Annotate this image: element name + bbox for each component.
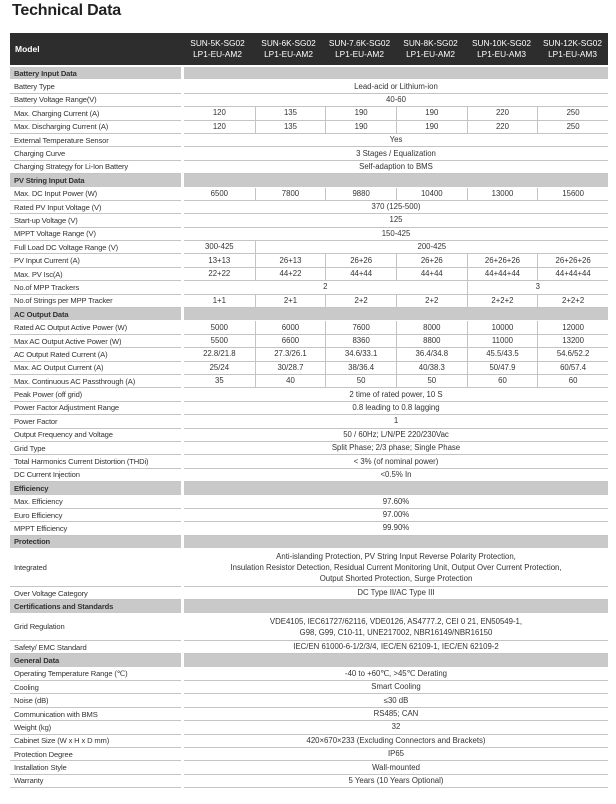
value-cell: 135: [255, 107, 326, 119]
value-cell: 2+1: [255, 295, 326, 307]
row-values: [184, 721, 608, 734]
value-text: VDE4105, IEC61727/62116, VDE0126, AS4777.2, CEI 0 21, EN50549-1, G98, G99, C10-11, UNE217002, NBR16149/NBR16150: [269, 616, 523, 637]
value-cell: 135: [255, 121, 326, 133]
table-row: [10, 348, 608, 361]
table-row: [10, 121, 608, 134]
row-values: [184, 469, 608, 482]
table-row: [10, 147, 608, 160]
value-cell: 36.4/34.8: [396, 348, 467, 360]
row-label: Max. PV Isc(A): [10, 268, 181, 281]
value-cell: < 3% (of nominal power): [353, 456, 439, 466]
value-cell: <0.5% In: [380, 469, 412, 479]
value-cell: 50 / 60Hz; L/N/PE 220/230Vac: [343, 429, 449, 439]
value-cell: 5000: [210, 322, 228, 332]
table-row: [10, 80, 608, 93]
value-cell: 12000: [537, 321, 608, 333]
table-row: [10, 107, 608, 120]
value-cell: 15600: [537, 188, 608, 200]
value-cell: 27.3/26.1: [255, 348, 326, 360]
row-values: [184, 214, 608, 227]
row-values: [184, 228, 608, 241]
table-row: [10, 549, 608, 587]
row-label: Battery Type: [10, 80, 181, 93]
row-values: [184, 295, 608, 308]
value-cell: 8000: [396, 321, 467, 333]
section-header-row: [10, 536, 608, 549]
value-cell: 120: [212, 121, 226, 131]
table-row: [10, 415, 608, 428]
value-cell: 190: [396, 121, 467, 133]
section-title: AC Output Data: [10, 308, 181, 321]
section-header-fill: [184, 654, 608, 667]
value-cell: 35: [214, 376, 224, 386]
table-row: [10, 455, 608, 468]
model-name-line: SUN-6K-SG02: [261, 38, 316, 48]
row-values: [184, 455, 608, 468]
row-label: Start-up Voltage (V): [10, 214, 181, 227]
row-label: Output Frequency and Voltage: [10, 429, 181, 442]
value-cell: 190: [396, 107, 467, 119]
table-row: [10, 429, 608, 442]
value-cell: 44+44+44: [467, 268, 538, 280]
row-label: PV Input Current (A): [10, 254, 181, 267]
value-cell: 54.6/52.2: [537, 348, 608, 360]
model-name-line: LP1-EU-AM3: [477, 49, 526, 59]
value-cell: 13000: [467, 188, 538, 200]
row-values: [184, 694, 608, 707]
table-row: [10, 614, 608, 641]
section-header-fill: [184, 482, 608, 495]
value-cell: DC Type II/AC Type III: [357, 588, 435, 598]
table-row: [10, 281, 608, 294]
model-name-line: SUN-7.6K-SG02: [328, 38, 391, 48]
row-label: External Temperature Sensor: [10, 134, 181, 147]
model-column-header: [537, 38, 608, 60]
row-values: [184, 587, 608, 600]
row-label: Power Factor: [10, 415, 181, 428]
row-values: [184, 735, 608, 748]
value-cell: Self-adaption to BMS: [359, 161, 433, 171]
row-label: Over Voltage Category: [10, 587, 181, 600]
value-cell: 60/57.4: [537, 362, 608, 374]
value-cell: 1: [393, 416, 399, 426]
section-header-row: [10, 600, 608, 613]
row-values: [184, 748, 608, 761]
value-cell: 2 time of rated power, 10 S: [349, 389, 443, 399]
row-values: [184, 522, 608, 535]
row-values: [184, 415, 608, 428]
section-title: General Data: [10, 654, 181, 667]
value-cell: 200-425: [255, 241, 608, 253]
table-row: [10, 761, 608, 774]
value-cell: 5 Years (10 Years Optional): [348, 775, 444, 785]
row-values: [184, 681, 608, 694]
section-title: Protection: [10, 536, 181, 549]
table-row: [10, 375, 608, 388]
row-values: [184, 107, 608, 120]
value-cell: 6600: [255, 335, 326, 347]
row-values: [184, 188, 608, 201]
table-row: [10, 402, 608, 415]
model-name-line: LP1-EU-AM2: [193, 49, 242, 59]
section-title: Certifications and Standards: [10, 600, 181, 613]
row-label: Grid Regulation: [10, 614, 181, 641]
value-cell: Wall-mounted: [372, 762, 420, 772]
value-cell: 8360: [325, 335, 396, 347]
row-values: [184, 362, 608, 375]
value-cell: 44+44+44: [537, 268, 608, 280]
value-cell: 6000: [255, 321, 326, 333]
value-cell: 2+2+2: [467, 295, 538, 307]
row-label: Battery Voltage Range(V): [10, 94, 181, 107]
table-row: [10, 668, 608, 681]
spec-table: [10, 67, 608, 788]
row-label: Total Harmonics Current Distortion (THDi): [10, 455, 181, 468]
row-values: [184, 509, 608, 522]
value-cell: 30/28.7: [255, 362, 326, 374]
value-cell: RS485; CAN: [373, 708, 419, 718]
value-cell: 22.8/21.8: [203, 349, 236, 359]
table-row: [10, 748, 608, 761]
table-row: [10, 388, 608, 401]
table-row: [10, 321, 608, 334]
row-values: [184, 348, 608, 361]
value-cell: 40: [255, 375, 326, 387]
value-cell: 22+22: [208, 269, 231, 279]
row-values: [184, 201, 608, 214]
table-row: [10, 134, 608, 147]
table-row: [10, 214, 608, 227]
section-header-fill: [184, 174, 608, 187]
value-cell: 13200: [537, 335, 608, 347]
row-label: Max. DC Input Power (W): [10, 188, 181, 201]
row-label: Grid Type: [10, 442, 181, 455]
table-row: [10, 735, 608, 748]
row-label: Communication with BMS: [10, 708, 181, 721]
row-values: [184, 134, 608, 147]
model-column-header: [466, 38, 537, 60]
value-cell: 7600: [325, 321, 396, 333]
row-values: [184, 268, 608, 281]
row-values: [184, 80, 608, 93]
section-title: PV String Input Data: [10, 174, 181, 187]
value-cell: 97.00%: [382, 510, 410, 520]
row-values: [184, 641, 608, 654]
row-label: No.of MPP Trackers: [10, 281, 181, 294]
value-cell: 11000: [467, 335, 538, 347]
row-values: [184, 375, 608, 388]
table-row: [10, 228, 608, 241]
value-cell: Lead-acid or Lithium-ion: [354, 81, 438, 91]
row-values: [184, 241, 608, 254]
table-row: [10, 509, 608, 522]
row-values: [184, 761, 608, 774]
value-cell: 8800: [396, 335, 467, 347]
value-cell: Split Phase; 2/3 phase; Single Phase: [331, 443, 461, 453]
value-cell: 300-425: [205, 242, 234, 252]
value-cell: 26+26: [396, 254, 467, 266]
section-header-fill: [184, 600, 608, 613]
model-name-line: SUN-8K-SG02: [403, 38, 458, 48]
value-cell: 60: [537, 375, 608, 387]
value-cell: 1+1: [212, 295, 226, 305]
table-row: [10, 94, 608, 107]
value-cell: 50/47.9: [467, 362, 538, 374]
value-cell: 38/36.4: [325, 362, 396, 374]
value-cell: 26+26+26: [537, 254, 608, 266]
section-header-row: [10, 174, 608, 187]
value-cell: Yes: [389, 135, 403, 145]
value-cell: 190: [325, 121, 396, 133]
row-values: [184, 614, 608, 641]
row-label: Max. Efficiency: [10, 496, 181, 509]
value-cell: [184, 549, 608, 586]
value-cell: 9880: [325, 188, 396, 200]
row-values: [184, 708, 608, 721]
table-row: [10, 254, 608, 267]
value-cell: 45.5/43.5: [467, 348, 538, 360]
value-cell: IEC/EN 61000-6-1/2/3/4, IEC/EN 62109-1, IEC/EN 62109-2: [293, 642, 499, 652]
value-cell: 2+2: [325, 295, 396, 307]
model-name-line: LP1-EU-AM2: [406, 49, 455, 59]
value-cell: Smart Cooling: [371, 682, 421, 692]
table-row: [10, 241, 608, 254]
row-label: Operating Temperature Range (℃): [10, 668, 181, 681]
section-title: Battery Input Data: [10, 67, 181, 80]
model-name-line: LP1-EU-AM2: [335, 49, 384, 59]
model-name-line: LP1-EU-AM3: [548, 49, 597, 59]
value-cell: 125: [389, 215, 403, 225]
value-cell: -40 to +60℃, >45℃ Derating: [344, 668, 448, 678]
model-column-header: [395, 38, 466, 60]
row-label: MPPT Voltage Range (V): [10, 228, 181, 241]
row-values: [184, 281, 608, 294]
row-values: [184, 496, 608, 509]
row-label: DC Current Injection: [10, 469, 181, 482]
value-cell: 250: [537, 107, 608, 119]
value-cell: 50: [396, 375, 467, 387]
table-row: [10, 681, 608, 694]
value-cell: 150-425: [381, 228, 411, 238]
table-row: [10, 708, 608, 721]
value-cell: 34.6/33.1: [325, 348, 396, 360]
section-header-fill: [184, 308, 608, 321]
value-cell: 40-60: [386, 94, 406, 104]
table-row: [10, 641, 608, 654]
row-label: AC Output Rated Current (A): [10, 348, 181, 361]
value-cell: 220: [467, 121, 538, 133]
row-label: Max. AC Output Current (A): [10, 362, 181, 375]
table-row: [10, 201, 608, 214]
value-cell: 420×670×233 (Excluding Connectors and Brackets): [306, 735, 486, 745]
section-header-fill: [184, 536, 608, 549]
table-row: [10, 442, 608, 455]
value-cell: 3 Stages / Equalization: [356, 148, 436, 158]
row-label: Cooling: [10, 681, 181, 694]
row-label: Charging Strategy for Li-Ion Battery: [10, 161, 181, 174]
value-cell: 250: [537, 121, 608, 133]
row-label: Power Factor Adjustment Range: [10, 402, 181, 415]
value-cell: 26+26: [325, 254, 396, 266]
row-label: Max. Discharging Current (A): [10, 121, 181, 134]
table-row: [10, 775, 608, 788]
section-header-row: [10, 654, 608, 667]
row-label: Installation Style: [10, 761, 181, 774]
value-cell: 50: [325, 375, 396, 387]
section-header-fill: [184, 67, 608, 80]
table-row: [10, 188, 608, 201]
model-name-line: LP1-EU-AM2: [264, 49, 313, 59]
value-text: Anti-islanding Protection, PV String Input Reverse Polarity Protection, Insulation Resistor Detection, Residual Current Monitoring Unit, Output Over Current Protection, Output Shorted Protection, Surge Protection: [230, 552, 562, 584]
value-cell: 10000: [467, 321, 538, 333]
row-label: No.of Strings per MPP Tracker: [10, 295, 181, 308]
row-values: [184, 254, 608, 267]
value-cell: 370 (125-500): [371, 202, 421, 212]
model-name-line: SUN-5K-SG02: [190, 38, 245, 48]
row-label: Rated PV Input Voltage (V): [10, 201, 181, 214]
row-values: [184, 429, 608, 442]
value-cell: 44+22: [255, 268, 326, 280]
value-cell: 7800: [255, 188, 326, 200]
section-title: Efficiency: [10, 482, 181, 495]
row-label: Max AC Output Active Power (W): [10, 335, 181, 348]
value-cell: 26+26+26: [467, 254, 538, 266]
row-label: MPPT Efficiency: [10, 522, 181, 535]
row-values: [184, 335, 608, 348]
row-values: [184, 442, 608, 455]
value-cell: 120: [212, 108, 226, 118]
table-row: [10, 268, 608, 281]
value-cell: 13+13: [208, 255, 231, 265]
row-label: Full Load DC Voltage Range (V): [10, 241, 181, 254]
model-column-header: [182, 38, 253, 60]
table-row: [10, 496, 608, 509]
section-header-row: [10, 67, 608, 80]
table-row: [10, 469, 608, 482]
row-label: Noise (dB): [10, 694, 181, 707]
value-cell: 2: [323, 282, 328, 292]
value-cell: 5500: [210, 336, 228, 345]
row-label: Protection Degree: [10, 748, 181, 761]
model-name-line: SUN-12K-SG02: [542, 38, 603, 48]
value-cell: 60: [467, 375, 538, 387]
table-row: [10, 161, 608, 174]
model-name-line: SUN-10K-SG02: [471, 38, 532, 48]
value-cell: 6500: [210, 188, 228, 198]
value-cell: 2+2+2: [537, 295, 608, 307]
section-header-row: [10, 482, 608, 495]
value-cell: 220: [467, 107, 538, 119]
row-values: [184, 388, 608, 401]
value-cell: IP65: [387, 749, 405, 759]
value-cell: 3: [467, 281, 608, 293]
value-cell: 97.60%: [382, 496, 410, 506]
table-header: [10, 33, 608, 65]
row-label: Warranty: [10, 775, 181, 788]
value-cell: 25/24: [209, 362, 230, 372]
row-label: Max. Charging Current (A): [10, 107, 181, 120]
value-cell: 10400: [396, 188, 467, 200]
row-label: Euro Efficiency: [10, 509, 181, 522]
row-label: Peak Power (off grid): [10, 388, 181, 401]
value-cell: 190: [325, 107, 396, 119]
table-row: [10, 522, 608, 535]
model-header-label: Model: [15, 44, 40, 54]
row-label: Cabinet Size (W x H x D mm): [10, 735, 181, 748]
row-label: Max. Continuous AC Passthrough (A): [10, 375, 181, 388]
value-cell: 44+44: [325, 268, 396, 280]
value-cell: [184, 614, 608, 640]
row-label: Integrated: [10, 549, 181, 587]
section-header-row: [10, 308, 608, 321]
table-row: [10, 362, 608, 375]
table-row: [10, 295, 608, 308]
row-values: [184, 161, 608, 174]
row-label: Safety/ EMC Standard: [10, 641, 181, 654]
value-cell: 2+2: [396, 295, 467, 307]
row-values: [184, 549, 608, 587]
table-row: [10, 721, 608, 734]
value-cell: 0.8 leading to 0.8 lagging: [352, 402, 440, 412]
value-cell: 44+44: [396, 268, 467, 280]
row-values: [184, 402, 608, 415]
page-title: Technical Data: [12, 2, 121, 19]
table-row: [10, 335, 608, 348]
value-cell: 99.90%: [382, 523, 410, 533]
value-cell: 26+13: [255, 254, 326, 266]
table-row: [10, 587, 608, 600]
value-cell: ≤30 dB: [383, 695, 409, 705]
model-column-header: [324, 38, 395, 60]
row-values: [184, 121, 608, 134]
row-label: Weight (kg): [10, 721, 181, 734]
table-row: [10, 694, 608, 707]
model-column-header: [253, 38, 324, 60]
row-values: [184, 94, 608, 107]
row-values: [184, 147, 608, 160]
row-values: [184, 321, 608, 334]
row-values: [184, 775, 608, 788]
row-label: Rated AC Output Active Power (W): [10, 321, 181, 334]
row-values: [184, 668, 608, 681]
value-cell: 32: [391, 722, 401, 732]
row-label: Charging Curve: [10, 147, 181, 160]
value-cell: 40/38.3: [396, 362, 467, 374]
